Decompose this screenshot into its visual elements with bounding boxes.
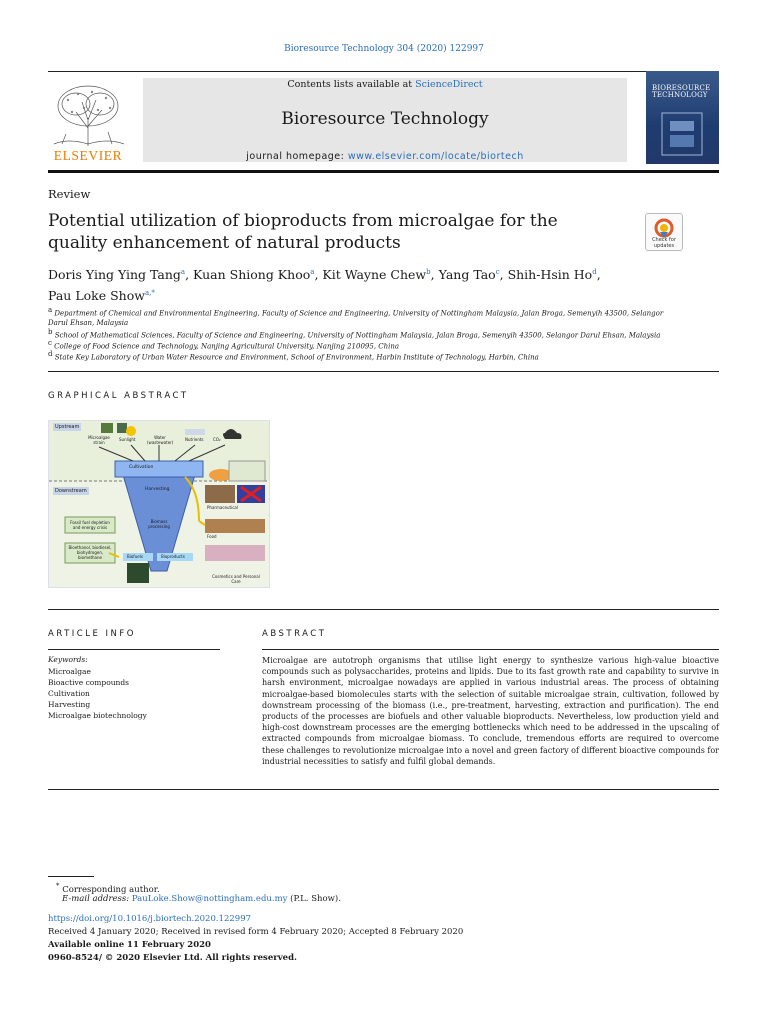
ga-downstream-label: Downstream [55, 488, 87, 494]
email-link[interactable]: PauLoke.Show@nottingham.edu.my [131, 894, 288, 904]
header-rule-top [48, 71, 719, 72]
cover-figure [660, 111, 704, 157]
affiliation-b: $^b$ School of Mathematical Sciences, Faculty of Science and Engineering, University of Nottingham Malaysia, Jalan Broga, Semenyih 43500, Selangor Darul Ehsan, Malaysia [48, 328, 661, 340]
journal-citation[interactable]: Bioresource Technology 304 (2020) 122997 [284, 44, 484, 54]
cover-title: BIORESOURCE TECHNOLOGY [652, 84, 711, 99]
article-title: Potential utilization of bioproducts from microalgae for the quality enhancement of natural products [48, 211, 558, 253]
doi-link[interactable]: https://doi.org/10.1016/j.biortech.2020.122997 [48, 914, 252, 924]
author[interactable]: Shih-Hsin Ho$^d$ [507, 267, 597, 283]
author[interactable]: Kit Wayne Chew$^b$ [322, 267, 431, 283]
publisher-wordmark[interactable]: ELSEVIER [53, 148, 123, 163]
sciencedirect-link[interactable]: ScienceDirect [415, 79, 483, 90]
keyword[interactable]: Microalgae [48, 667, 91, 676]
homepage-link[interactable]: www.elsevier.com/locate/biortech [347, 151, 524, 162]
header-rule-thick [48, 170, 719, 173]
article-type: Review [48, 187, 91, 201]
journal-name: Bioresource Technology [281, 109, 489, 129]
available-online: Available online 11 February 2020 [48, 940, 211, 950]
check-for-updates-badge[interactable] [645, 213, 683, 251]
badge-label: Check for updates [652, 237, 676, 249]
ga-stage-processing: Biomass processing [148, 519, 170, 529]
author[interactable]: Kuan Shiong Khoo$^a$ [193, 267, 315, 283]
ga-input-sunlight: Sunlight [119, 437, 136, 442]
ga-app-cosmetics: Cosmetics and Personal Care [212, 574, 260, 584]
ga-app-pharma: Pharmaceutical [207, 505, 238, 510]
keywords-label: Keywords: [48, 655, 88, 664]
homepage-prefix: journal homepage: [246, 151, 348, 162]
graphical-abstract-diagram [49, 421, 269, 587]
ga-stage-cultivation: Cultivation [129, 465, 154, 470]
ga-product-biofuels: Biofuels [127, 554, 143, 559]
ga-input-co2: CO₂ [213, 437, 221, 442]
journal-cover-thumbnail[interactable] [646, 71, 719, 164]
keyword[interactable]: Cultivation [48, 689, 90, 698]
article-info-rule [48, 649, 220, 650]
author[interactable]: Pau Loke Show$^{a,*}$ [48, 288, 155, 304]
affiliation-c: $^c$ College of Food Science and Technology, Nanjing Agricultural University, Nanjing 210095, China [48, 339, 400, 351]
ga-input-strain: Microalgae strain [88, 435, 110, 445]
author[interactable]: Doris Ying Ying Tang$^a$ [48, 267, 186, 283]
abstract-rule [262, 649, 719, 650]
ga-crisis-box: Fossil fuel depletion and energy crisis [70, 520, 110, 530]
affiliation-d: $^d$ State Key Laboratory of Urban Water Resource and Environment, School of Environment, Harbin Institute of Technology, Harbin, China [48, 350, 539, 362]
rule-above-graphical-abstract [48, 371, 719, 372]
copyright: 0960-8524/ © 2020 Elsevier Ltd. All rights reserved. [48, 953, 297, 963]
ga-upstream-label: Upstream [55, 424, 80, 430]
abstract-heading: ABSTRACT [262, 629, 327, 639]
rule-above-article-info [48, 609, 719, 610]
graphical-abstract-heading: GRAPHICAL ABSTRACT [48, 391, 189, 401]
contents-line [143, 79, 627, 90]
keyword[interactable]: Harvesting [48, 700, 91, 709]
email-line: E-mail address: PauLoke.Show@nottingham.edu.my (P.L. Show). [62, 894, 341, 904]
contents-prefix: Contents lists available at [287, 79, 416, 90]
ga-input-water: Water (wastewater) [147, 435, 174, 445]
ga-app-food: Food [207, 534, 217, 539]
ga-input-nutrients: Nutrients [185, 437, 204, 442]
article-info-heading: ARTICLE INFO [48, 629, 136, 639]
affiliation-a: $^a$ Department of Chemical and Environmental Engineering, Faculty of Science and Engineering, University of Nottingham Malaysia, Jalan Broga, Semenyih 43500, Selangor Darul Ehsan, Malaysia [48, 306, 664, 328]
ga-stage-harvesting: Harvesting [145, 487, 170, 492]
author-list: Doris Ying Ying Tang$^a$, Kuan Shiong Khoo$^a$, Kit Wayne Chew$^b$, Yang Tao$^c$, Shih-Hsin Ho$^d$, Pau Loke Show$^{a,*}$ [48, 267, 601, 304]
rule-below-abstract [48, 789, 719, 790]
keyword[interactable]: Bioactive compounds [48, 678, 130, 687]
author[interactable]: Yang Tao$^c$ [438, 267, 500, 283]
ga-fuels-box: Bioethanol, biodiesel, biohydrogen, biomethane [68, 545, 112, 560]
footnote-rule [48, 876, 94, 877]
ga-product-bioproducts: Bioproducts [161, 554, 185, 559]
keyword[interactable]: Microalgae biotechnology [48, 711, 147, 720]
received-dates: Received 4 January 2020; Received in revised form 4 February 2020; Accepted 8 February 2020 [48, 927, 464, 937]
graphical-abstract-figure[interactable] [48, 420, 270, 588]
abstract-text: Microalgae are autotroph organisms that utilise light energy to synthesize various high-value bioactive compounds such as polysaccharides, proteins and lipids. Due to its fast growth rate and capability to survive in harsh environment, microalgae nowadays are applied in various industrial areas. The process of obtaining microalgae-based biomolecules starts with the selection of suitable microalgae strain, cultivation, followed by downstream processing of the biomass (i.e., pre-treatment, harvesting, extraction and purification). The end products of the processes are biofuels and other valuable bioproducts. Nevertheless, low production yield and high-cost downstream processes are the emerging bottlenecks which need to be addressed in the upscaling of extracted compounds from microalgae biomass. To conclude, tremendous efforts are required to overcome these challenges to revolutionize microalgae into a novel and green factory of different bioactive compounds for industrial necessities to satisfy and fulfil global demands. [262, 656, 719, 766]
corresponding-author-note: * Corresponding author. [56, 882, 160, 895]
journal-homepage [143, 151, 627, 162]
